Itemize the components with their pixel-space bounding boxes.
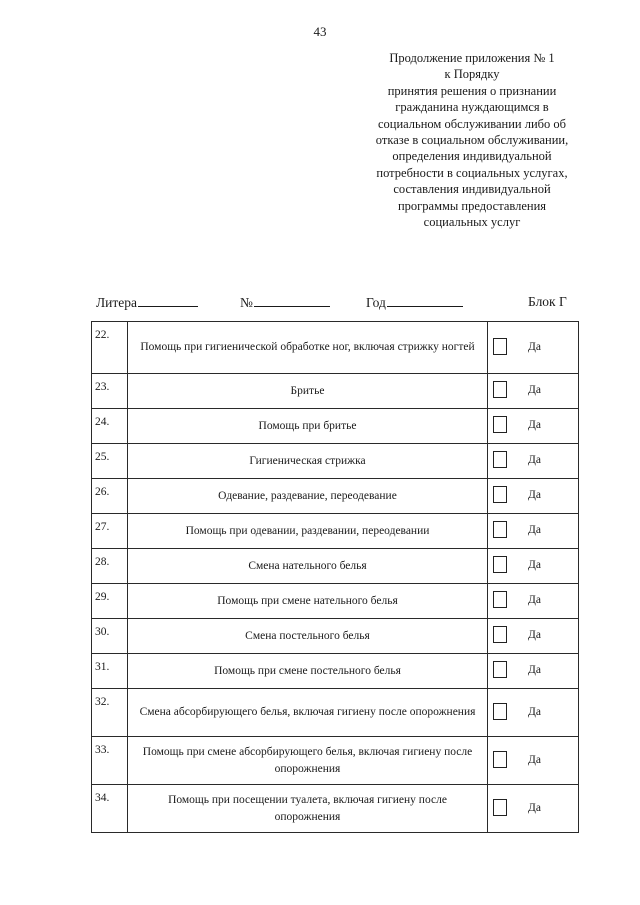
item-number: 24. (92, 409, 128, 444)
table-row (92, 444, 579, 479)
answer-cell (488, 654, 579, 689)
appendix-header-line: Продолжение приложения № 1 (389, 51, 555, 65)
yes-label: Да (528, 384, 541, 396)
item-description: Помощь при смене нательного белья (128, 584, 488, 619)
answer-cell (488, 584, 579, 619)
block-label: Блок Г (528, 294, 567, 309)
item-number: 32. (92, 689, 128, 737)
appendix-header-line: потребности в социальных услугах, (376, 165, 568, 180)
yes-checkbox[interactable] (493, 338, 507, 355)
item-description: Смена постельного белья (128, 619, 488, 654)
answer-cell (488, 479, 579, 514)
item-number: 31. (92, 654, 128, 689)
yes-label: Да (528, 801, 541, 814)
yes-label: Да (528, 629, 541, 641)
number-field[interactable] (240, 294, 330, 311)
item-number: 33. (92, 737, 128, 785)
item-number: 26. (92, 479, 128, 514)
item-description: Помощь при бритье (128, 409, 488, 444)
item-description: Одевание, раздевание, переодевание (128, 479, 488, 514)
year-label: Год (366, 295, 386, 310)
yes-label: Да (528, 594, 541, 606)
yes-checkbox[interactable] (493, 626, 507, 643)
item-description: Помощь при гигиенической обработке ног, включая стрижку ногтей (128, 322, 488, 374)
form-meta-row (96, 294, 586, 312)
item-description: Помощь при одевании, раздевании, переодевании (128, 514, 488, 549)
yes-label: Да (528, 489, 541, 501)
yes-label: Да (528, 753, 541, 766)
table-row (92, 514, 579, 549)
services-table (91, 321, 579, 833)
yes-label: Да (528, 340, 541, 353)
yes-label: Да (528, 705, 541, 718)
answer-cell (488, 737, 579, 785)
appendix-header-line: к Порядку (444, 67, 500, 82)
yes-checkbox[interactable] (493, 799, 507, 816)
yes-checkbox[interactable] (493, 486, 507, 503)
table-row (92, 619, 579, 654)
yes-label: Да (528, 559, 541, 571)
table-row (92, 549, 579, 584)
item-description: Бритье (128, 374, 488, 409)
answer-cell (488, 689, 579, 737)
answer-cell (488, 374, 579, 409)
yes-checkbox[interactable] (493, 556, 507, 573)
item-number: 23. (92, 374, 128, 409)
item-description: Смена абсорбирующего белья, включая гигиену после опорожнения (128, 689, 488, 737)
appendix-header-line: определения индивидуальной (392, 149, 552, 164)
appendix-header-line: социальном обслуживании либо об (377, 116, 567, 131)
item-description: Помощь при посещении туалета, включая гигиену после опорожнения (128, 785, 488, 833)
item-description: Смена нательного белья (128, 549, 488, 584)
answer-cell (488, 619, 579, 654)
appendix-header-line: гражданина нуждающимся в (395, 100, 549, 115)
table-row (92, 785, 579, 833)
item-number: 30. (92, 619, 128, 654)
answer-cell (488, 549, 579, 584)
yes-label: Да (528, 664, 541, 676)
item-number: 25. (92, 444, 128, 479)
litera-field[interactable] (96, 294, 198, 311)
table-row (92, 409, 579, 444)
yes-checkbox[interactable] (493, 381, 507, 398)
item-number: 29. (92, 584, 128, 619)
yes-checkbox[interactable] (493, 416, 507, 433)
appendix-header-line: программы предоставления (397, 198, 547, 213)
item-number: 22. (92, 322, 128, 374)
answer-cell (488, 444, 579, 479)
page-number: 43 (313, 24, 327, 39)
yes-checkbox[interactable] (493, 751, 507, 768)
yes-checkbox[interactable] (493, 521, 507, 538)
item-number: 34. (92, 785, 128, 833)
table-row (92, 479, 579, 514)
year-blank[interactable] (387, 294, 463, 307)
table-row (92, 689, 579, 737)
table-row (92, 322, 579, 374)
appendix-header-line: отказе в социальном обслуживании, (375, 133, 569, 148)
table-row (92, 584, 579, 619)
yes-checkbox[interactable] (493, 703, 507, 720)
appendix-header-line: составления индивидуальной (393, 182, 551, 197)
item-description: Помощь при смене постельного белья (128, 654, 488, 689)
item-number: 28. (92, 549, 128, 584)
answer-cell (488, 322, 579, 374)
year-field[interactable] (366, 294, 463, 311)
item-number: 27. (92, 514, 128, 549)
yes-label: Да (528, 419, 541, 431)
table-row (92, 654, 579, 689)
item-description: Помощь при смене абсорбирующего белья, включая гигиену после опорожнения (128, 737, 488, 785)
table-row (92, 737, 579, 785)
appendix-header-line: социальных услуг (423, 215, 521, 230)
number-label: № (240, 295, 253, 310)
table-row (92, 374, 579, 409)
yes-label: Да (528, 454, 541, 466)
appendix-header (348, 50, 596, 230)
answer-cell (488, 409, 579, 444)
answer-cell (488, 514, 579, 549)
yes-label: Да (528, 524, 541, 536)
appendix-header-line: принятия решения о признании (387, 83, 557, 98)
yes-checkbox[interactable] (493, 591, 507, 608)
litera-blank[interactable] (138, 294, 198, 307)
number-blank[interactable] (254, 294, 330, 307)
yes-checkbox[interactable] (493, 661, 507, 678)
answer-cell (488, 785, 579, 833)
yes-checkbox[interactable] (493, 451, 507, 468)
litera-label: Литера (96, 295, 138, 310)
item-description: Гигиеническая стрижка (128, 444, 488, 479)
